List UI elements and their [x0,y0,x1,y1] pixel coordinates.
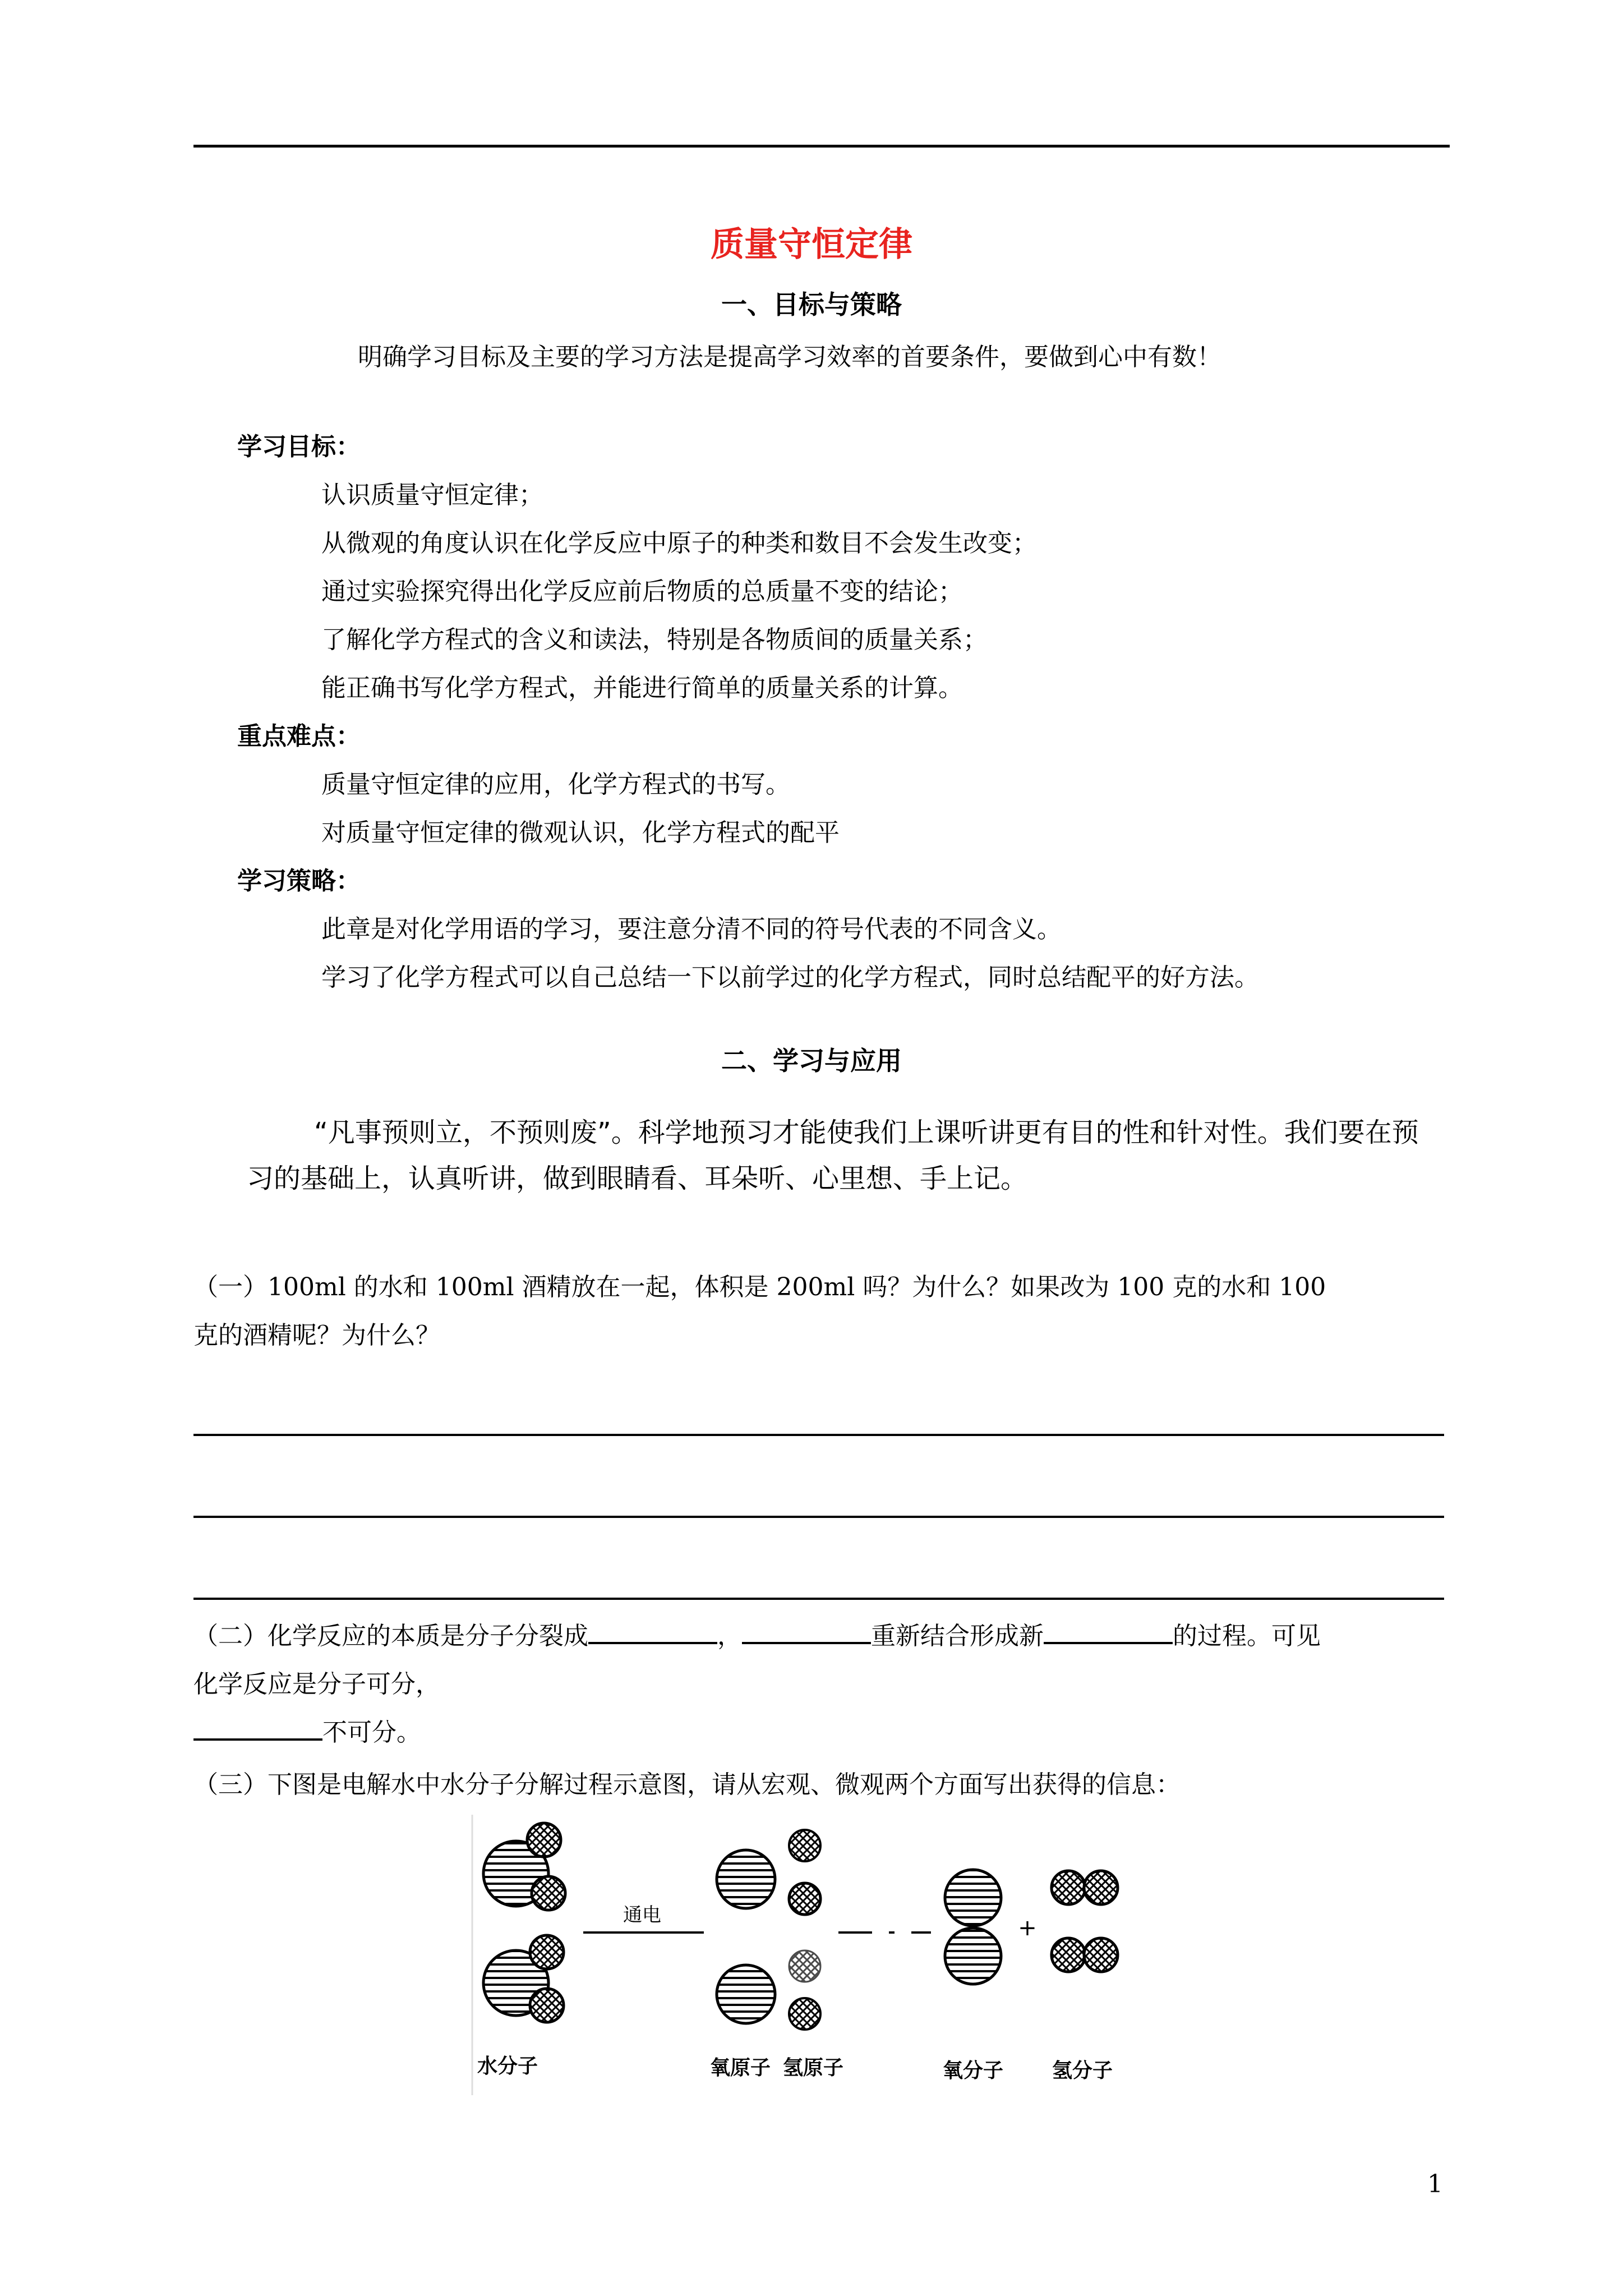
water-electrolysis-diagram [465,1815,1172,2106]
answer-line[interactable] [193,1434,1444,1436]
page-number: 1 [1427,2170,1443,2198]
preview-quote-line2: 习的基础上，认真听讲，做到眼睛看、耳朵听、心里想、手上记。 [247,1163,1028,1194]
oxygen-atom [717,1965,775,2023]
diagram-label: 氧原子 [709,2056,771,2079]
section1-intro: 明确学习目标及主要的学习方法是提高学习效率的首要条件，要做到心中有数！ [358,343,1221,371]
diagram-label: 氢原子 [782,2056,844,2079]
strategy-item: 学习了化学方程式可以自己总结一下以前学过的化学方程式，同时总结配平的好方法。 [321,963,1259,992]
question-2-text: 的过程。可见 [1173,1622,1321,1650]
question-2-text: 重新结合形成新 [871,1622,1044,1650]
question-2-line1 [193,1616,1321,1651]
question-1-line2: 克的酒精呢？为什么？ [193,1321,440,1350]
goal-item: 通过实验探究得出化学反应前后物质的总质量不变的结论； [321,577,963,606]
goal-item: 了解化学方程式的含义和读法，特别是各物质间的质量关系； [321,625,988,654]
key-points-label: 重点难点： [237,722,361,751]
key-point-item: 对质量守恒定律的微观认识，化学方程式的配平 [321,818,840,847]
question-2-text: ， [717,1622,742,1650]
page-title: 质量守恒定律 [711,225,912,264]
hydrogen-molecule [1052,1871,1118,1904]
hydrogen-atom [789,1998,820,2030]
section2-heading: 二、学习与应用 [721,1046,902,1076]
header-rule [193,145,1450,148]
hydrogen-atom [789,1830,820,1861]
strategy-item: 此章是对化学用语的学习，要注意分清不同的符号代表的不同含义。 [321,915,1062,944]
hydrogen-atom [789,1883,820,1915]
fill-blank[interactable] [1044,1619,1173,1644]
strategy-label: 学习策略： [237,867,361,895]
preview-quote-line1: “凡事预则立，不预则废”。科学地预习才能使我们上课听讲更有目的性和针对性。我们要在预 [314,1117,1419,1148]
section1-heading: 一、目标与策略 [721,289,902,320]
key-point-item: 质量守恒定律的应用，化学方程式的书写。 [321,770,790,799]
fill-blank[interactable] [742,1619,871,1644]
question-2-line2: 化学反应是分子可分， [193,1670,440,1699]
arrow-label: 通电 [623,1904,661,1926]
diagram-label: 氧分子 [942,2059,1004,2082]
goals-label: 学习目标： [237,432,361,461]
goal-item: 能正确书写化学方程式，并能进行简单的质量关系的计算。 [321,674,963,702]
goal-item: 从微观的角度认识在化学反应中原子的种类和数目不会发生改变； [321,529,1037,558]
fill-blank[interactable] [193,1716,322,1741]
plus-sign: + [1018,1915,1037,1941]
question-2-line3 [193,1712,421,1748]
diagram-label: 水分子 [477,2055,538,2078]
question-2-text: （二）化学反应的本质是分子分裂成 [193,1622,588,1650]
answer-line[interactable] [193,1516,1444,1518]
oxygen-atom [717,1850,775,1908]
fill-blank[interactable] [588,1619,717,1644]
oxygen-molecule [945,1870,1001,1984]
goal-item: 认识质量守恒定律； [321,481,543,509]
hydrogen-atom [789,1950,820,1982]
hydrogen-molecule [1052,1938,1118,1972]
question-1-line1: （一）100ml 的水和 100ml 酒精放在一起，体积是 200ml 吗？为什么？如果改为 100 克的水和 100 [193,1273,1326,1301]
diagram-label: 氢分子 [1052,2059,1113,2082]
water-molecule [483,1823,565,1910]
water-molecule [483,1935,564,2022]
question-2-text: 不可分。 [322,1718,421,1747]
question-3-text: （三）下图是电解水中水分子分解过程示意图，请从宏观、微观两个方面写出获得的信息： [193,1770,1181,1799]
answer-line[interactable] [193,1598,1444,1600]
